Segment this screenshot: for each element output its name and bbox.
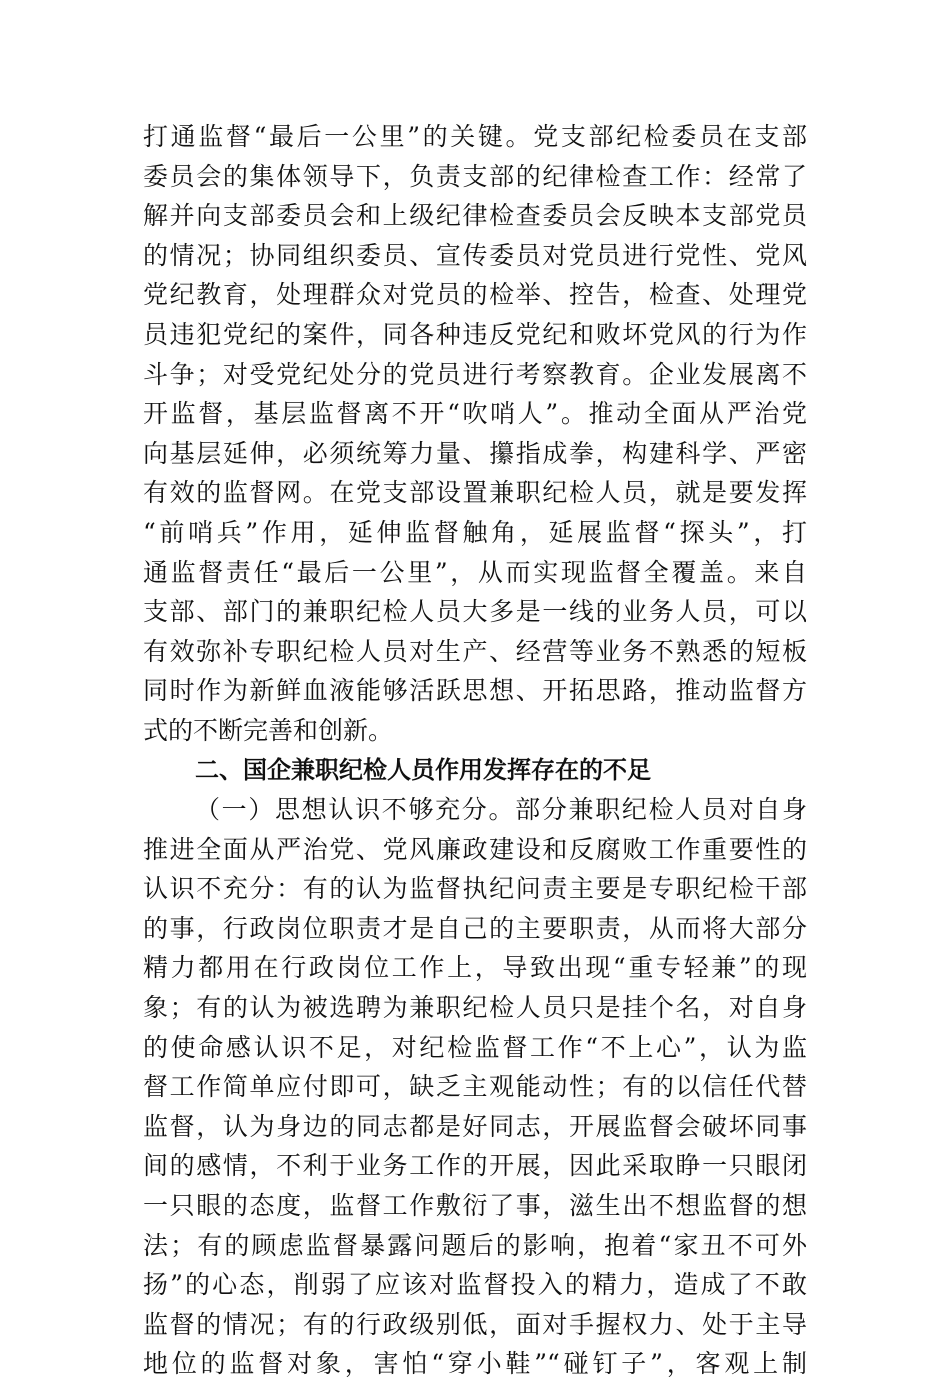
document-body [143, 117, 807, 1384]
paragraph-line: 督工作简单应付即可，缺乏主观能动性；有的以信任代替 [143, 1072, 807, 1102]
section-heading: 二、国企兼职纪检人员作用发挥存在的不足 [195, 755, 651, 784]
paragraph-line: 通监督责任“最后一公里”，从而实现监督全覆盖。来自 [143, 557, 807, 587]
paragraph-line: 员违犯党纪的案件，同各种违反党纪和败坏党风的行为作 [143, 319, 807, 349]
paragraph-line: 斗争；对受党纪处分的党员进行考察教育。企业发展离不 [143, 359, 807, 389]
paragraph-line: 一只眼的态度，监督工作敷衍了事，滋生出不想监督的想 [143, 1191, 807, 1221]
paragraph-line: 解并向支部委员会和上级纪律检查委员会反映本支部党员 [143, 201, 807, 231]
paragraph-line: 地位的监督对象，害怕“穿小鞋”“碰钉子”，客观上制 [143, 1349, 807, 1379]
paragraph-line: 支部、部门的兼职纪检人员大多是一线的业务人员，可以 [143, 597, 807, 627]
paragraph-line: 有效的监督网。在党支部设置兼职纪检人员，就是要发挥 [143, 478, 807, 508]
paragraph-line: “前哨兵”作用，延伸监督触角，延展监督“探头”，打 [143, 517, 807, 547]
paragraph-line: 党纪教育，处理群众对党员的检举、控告，检查、处理党 [143, 280, 807, 310]
paragraph-line: 法；有的顾虑监督暴露问题后的影响，抱着“家丑不可外 [143, 1230, 807, 1260]
paragraph-line: 同时作为新鲜血液能够活跃思想、开拓思路，推动监督方 [143, 676, 807, 706]
paragraph-line: 向基层延伸，必须统筹力量、攥指成拳，构建科学、严密 [143, 438, 807, 468]
paragraph-line: 监督的情况；有的行政级别低，面对手握权力、处于主导 [143, 1309, 807, 1339]
paragraph-line: 的事，行政岗位职责才是自己的主要职责，从而将大部分 [143, 913, 807, 943]
paragraph-line: 的使命感认识不足，对纪检监督工作“不上心”，认为监 [143, 1032, 807, 1062]
paragraph-line: 推进全面从严治党、党风廉政建设和反腐败工作重要性的 [143, 834, 807, 864]
paragraph-line: 开监督，基层监督离不开“吹哨人”。推动全面从严治党 [143, 399, 807, 429]
paragraph-line: （一）思想认识不够充分。部分兼职纪检人员对自身 [195, 795, 807, 825]
paragraph-line: 委员会的集体领导下，负责支部的纪律检查工作：经常了 [143, 161, 807, 191]
paragraph-line: 间的感情，不利于业务工作的开展，因此采取睁一只眼闭 [143, 1151, 807, 1181]
paragraph-line: 精力都用在行政岗位工作上，导致出现“重专轻兼”的现 [143, 953, 807, 983]
paragraph-line: 扬”的心态，削弱了应该对监督投入的精力，造成了不敢 [143, 1270, 807, 1300]
paragraph-line: 打通监督“最后一公里”的关键。党支部纪检委员在支部 [143, 122, 807, 151]
paragraph-line: 的情况；协同组织委员、宣传委员对党员进行党性、党风 [143, 240, 807, 270]
paragraph-line: 式的不断完善和创新。 [143, 715, 394, 745]
paragraph-line: 有效弥补专职纪检人员对生产、经营等业务不熟悉的短板 [143, 636, 807, 666]
paragraph-line: 象；有的认为被选聘为兼职纪检人员只是挂个名，对自身 [143, 993, 807, 1023]
paragraph-line: 认识不充分：有的认为监督执纪问责主要是专职纪检干部 [143, 874, 807, 904]
paragraph-line: 监督，认为身边的同志都是好同志，开展监督会破坏同事 [143, 1111, 807, 1141]
